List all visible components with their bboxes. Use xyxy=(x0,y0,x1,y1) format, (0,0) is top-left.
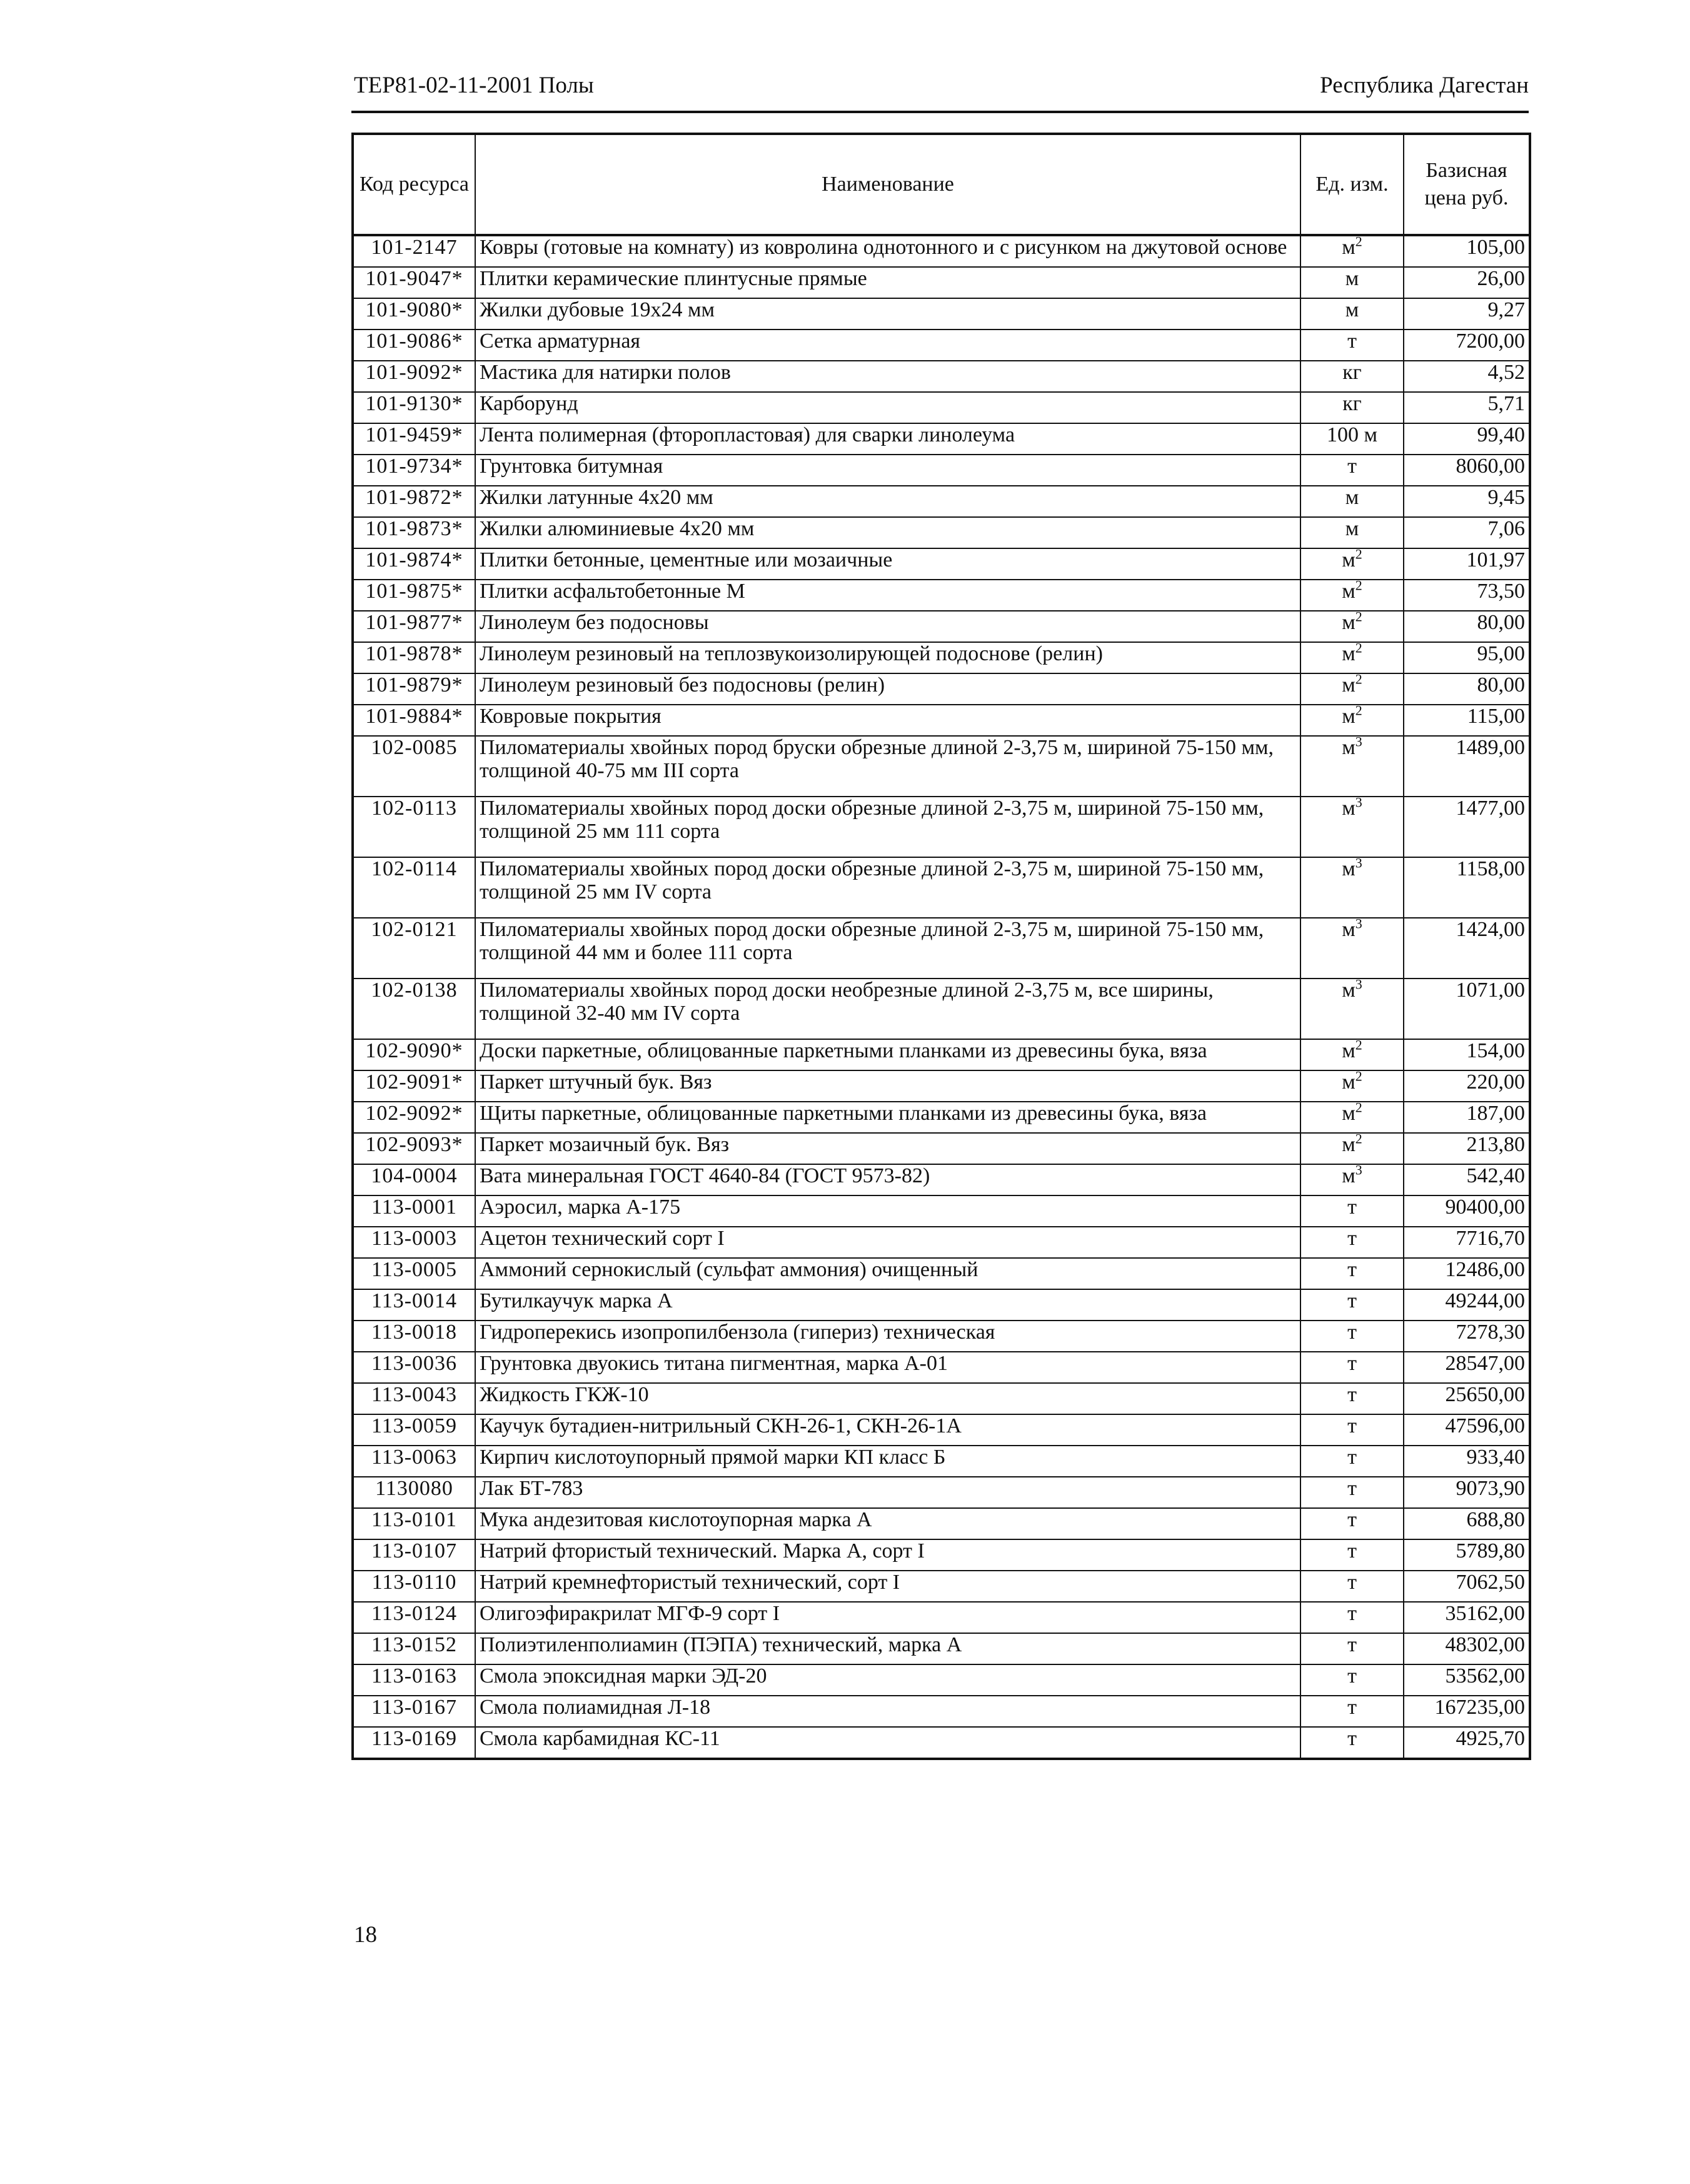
resource-name-cell: Линолеум резиновый на теплозвукоизолирующей подоснове (релин) xyxy=(475,642,1300,673)
base-price-cell: 4925,70 xyxy=(1404,1727,1530,1759)
resource-name-cell: Лента полимерная (фторопластовая) для сварки линолеума xyxy=(475,423,1300,455)
table-row xyxy=(353,642,1530,673)
unit-cell xyxy=(1300,548,1404,580)
unit-cell xyxy=(1300,705,1404,736)
unit-cell xyxy=(1300,857,1404,918)
column-header-name: Наименование xyxy=(475,134,1300,235)
unit-label: м xyxy=(1342,1164,1356,1187)
column-header-price: Базисная цена руб. xyxy=(1404,134,1530,235)
resource-code-cell: 101-9080* xyxy=(353,298,475,330)
resource-code-cell: 113-0005 xyxy=(353,1258,475,1289)
unit-label: м xyxy=(1342,705,1356,728)
resource-name-cell: Щиты паркетные, облицованные паркетными планками из древесины бука, вяза xyxy=(475,1102,1300,1133)
table-row xyxy=(353,1070,1530,1102)
resource-code-cell: 101-9879* xyxy=(353,673,475,705)
unit-exponent: 2 xyxy=(1355,642,1362,656)
unit-label: м xyxy=(1345,517,1359,540)
base-price-cell: 154,00 xyxy=(1404,1039,1530,1070)
unit-cell xyxy=(1300,517,1404,548)
resource-name-cell: Вата минеральная ГОСТ 4640-84 (ГОСТ 9573-82) xyxy=(475,1164,1300,1195)
unit-label: м xyxy=(1342,857,1356,880)
unit-cell xyxy=(1300,1102,1404,1133)
resource-name-cell: Жидкость ГКЖ-10 xyxy=(475,1383,1300,1414)
resource-code-cell: 113-0059 xyxy=(353,1414,475,1446)
resource-code-cell: 104-0004 xyxy=(353,1164,475,1195)
resource-price-table xyxy=(351,133,1531,1760)
resource-code-cell: 101-9459* xyxy=(353,423,475,455)
document-code: ТЕР81-02-11-2001 Полы xyxy=(354,73,594,98)
table-row xyxy=(353,1696,1530,1727)
table-row xyxy=(353,548,1530,580)
unit-label: т xyxy=(1347,1321,1357,1344)
unit-cell xyxy=(1300,486,1404,517)
resource-code-cell: 113-0167 xyxy=(353,1696,475,1727)
resource-code-cell: 113-0163 xyxy=(353,1664,475,1696)
resource-name-cell: Натрий фтористый технический. Марка А, сорт I xyxy=(475,1539,1300,1571)
unit-exponent: 2 xyxy=(1355,611,1362,625)
unit-label: т xyxy=(1347,1446,1357,1469)
resource-name-cell: Плитки керамические плинтусные прямые xyxy=(475,267,1300,298)
base-price-cell: 1158,00 xyxy=(1404,857,1530,918)
resource-name-cell: Ацетон технический сорт I xyxy=(475,1227,1300,1258)
resource-code-cell: 113-0018 xyxy=(353,1321,475,1352)
table-row xyxy=(353,857,1530,918)
resource-name-cell: Жилки алюминиевые 4x20 мм xyxy=(475,517,1300,548)
base-price-cell: 1071,00 xyxy=(1404,979,1530,1039)
table-row xyxy=(353,455,1530,486)
table-row xyxy=(353,611,1530,642)
unit-label: м xyxy=(1342,797,1356,820)
unit-cell xyxy=(1300,611,1404,642)
unit-label: 100 м xyxy=(1326,423,1377,446)
table-row xyxy=(353,1414,1530,1446)
base-price-cell: 7062,50 xyxy=(1404,1571,1530,1602)
unit-cell xyxy=(1300,1133,1404,1164)
table-row xyxy=(353,235,1530,267)
resource-name-cell: Доски паркетные, облицованные паркетными планками из древесины бука, вяза xyxy=(475,1039,1300,1070)
base-price-cell: 7200,00 xyxy=(1404,330,1530,361)
unit-cell xyxy=(1300,1602,1404,1633)
resource-code-cell: 113-0101 xyxy=(353,1508,475,1539)
base-price-cell: 213,80 xyxy=(1404,1133,1530,1164)
unit-label: м xyxy=(1342,1102,1356,1125)
base-price-cell: 7278,30 xyxy=(1404,1321,1530,1352)
table-row xyxy=(353,1289,1530,1321)
base-price-cell: 688,80 xyxy=(1404,1508,1530,1539)
base-price-cell: 933,40 xyxy=(1404,1446,1530,1477)
unit-cell xyxy=(1300,1539,1404,1571)
resource-name-cell: Грунтовка двуокись титана пигментная, марка А-01 xyxy=(475,1352,1300,1383)
table-row xyxy=(353,1571,1530,1602)
unit-label: т xyxy=(1347,1571,1357,1594)
unit-cell xyxy=(1300,580,1404,611)
unit-label: т xyxy=(1347,1477,1357,1500)
unit-label: т xyxy=(1347,455,1357,478)
resource-name-cell: Сетка арматурная xyxy=(475,330,1300,361)
resource-name-cell: Лак БТ-783 xyxy=(475,1477,1300,1508)
header-rule xyxy=(351,111,1529,113)
base-price-cell: 90400,00 xyxy=(1404,1195,1530,1227)
unit-label: т xyxy=(1347,1227,1357,1250)
resource-name-cell: Аэросил, марка А-175 xyxy=(475,1195,1300,1227)
unit-cell xyxy=(1300,1164,1404,1195)
table-row xyxy=(353,1321,1530,1352)
unit-exponent: 3 xyxy=(1355,1164,1362,1178)
unit-cell xyxy=(1300,1477,1404,1508)
base-price-cell: 167235,00 xyxy=(1404,1696,1530,1727)
resource-name-cell: Жилки латунные 4x20 мм xyxy=(475,486,1300,517)
unit-cell xyxy=(1300,642,1404,673)
unit-cell xyxy=(1300,298,1404,330)
resource-code-cell: 102-9090* xyxy=(353,1039,475,1070)
unit-cell xyxy=(1300,423,1404,455)
unit-label: т xyxy=(1347,1633,1357,1656)
unit-label: т xyxy=(1347,1539,1357,1563)
base-price-cell: 5789,80 xyxy=(1404,1539,1530,1571)
unit-label: м xyxy=(1345,267,1359,290)
column-header-code: Код ресурса xyxy=(353,134,475,235)
resource-code-cell: 113-0036 xyxy=(353,1352,475,1383)
unit-label: т xyxy=(1347,1383,1357,1406)
resource-code-cell: 102-0138 xyxy=(353,979,475,1039)
unit-cell xyxy=(1300,1508,1404,1539)
unit-exponent: 2 xyxy=(1355,1102,1362,1115)
resource-name-cell: Ковры (готовые на комнату) из ковролина однотонного и с рисунком на джутовой основе xyxy=(475,235,1300,267)
base-price-cell: 1424,00 xyxy=(1404,918,1530,979)
resource-name-cell: Мастика для натирки полов xyxy=(475,361,1300,392)
resource-name-cell: Олигоэфиракрилат МГФ-9 сорт I xyxy=(475,1602,1300,1633)
resource-name-cell: Смола полиамидная Л-18 xyxy=(475,1696,1300,1727)
base-price-cell: 99,40 xyxy=(1404,423,1530,455)
resource-name-cell: Плитки бетонные, цементные или мозаичные xyxy=(475,548,1300,580)
unit-exponent: 2 xyxy=(1355,1039,1362,1053)
resource-code-cell: 102-9093* xyxy=(353,1133,475,1164)
unit-exponent: 3 xyxy=(1355,857,1362,871)
resource-name-cell: Гидроперекись изопропилбензола (гипериз) техническая xyxy=(475,1321,1300,1352)
table-row xyxy=(353,705,1530,736)
unit-cell xyxy=(1300,1352,1404,1383)
unit-cell xyxy=(1300,797,1404,857)
base-price-cell: 187,00 xyxy=(1404,1102,1530,1133)
unit-label: т xyxy=(1347,1696,1357,1719)
base-price-cell: 53562,00 xyxy=(1404,1664,1530,1696)
base-price-cell: 220,00 xyxy=(1404,1070,1530,1102)
unit-cell xyxy=(1300,979,1404,1039)
unit-exponent: 2 xyxy=(1355,548,1362,562)
unit-cell xyxy=(1300,1696,1404,1727)
base-price-cell: 80,00 xyxy=(1404,673,1530,705)
unit-cell xyxy=(1300,1070,1404,1102)
table-row xyxy=(353,1633,1530,1664)
resource-code-cell: 1130080 xyxy=(353,1477,475,1508)
unit-label: м xyxy=(1342,1070,1356,1094)
resource-name-cell: Линолеум резиновый без подосновы (релин) xyxy=(475,673,1300,705)
table-row xyxy=(353,1727,1530,1759)
table-row xyxy=(353,1352,1530,1383)
resource-code-cell: 113-0169 xyxy=(353,1727,475,1759)
base-price-cell: 25650,00 xyxy=(1404,1383,1530,1414)
unit-cell xyxy=(1300,1383,1404,1414)
unit-label: м xyxy=(1342,1039,1356,1062)
resource-code-cell: 101-9877* xyxy=(353,611,475,642)
unit-label: м xyxy=(1342,236,1356,259)
resource-code-cell: 101-9047* xyxy=(353,267,475,298)
resource-code-cell: 113-0152 xyxy=(353,1633,475,1664)
resource-name-cell: Паркет мозаичный бук. Вяз xyxy=(475,1133,1300,1164)
resource-name-cell: Аммоний сернокислый (сульфат аммония) очищенный xyxy=(475,1258,1300,1289)
resource-code-cell: 102-0121 xyxy=(353,918,475,979)
resource-code-cell: 102-0085 xyxy=(353,736,475,797)
resource-name-cell: Плитки асфальтобетонные М xyxy=(475,580,1300,611)
resource-name-cell: Паркет штучный бук. Вяз xyxy=(475,1070,1300,1102)
table-row xyxy=(353,1102,1530,1133)
resource-code-cell: 113-0107 xyxy=(353,1539,475,1571)
resource-name-cell: Кирпич кислотоупорный прямой марки КП класс Б xyxy=(475,1446,1300,1477)
table-header-row xyxy=(353,134,1530,235)
table-row xyxy=(353,736,1530,797)
base-price-cell: 28547,00 xyxy=(1404,1352,1530,1383)
unit-cell xyxy=(1300,1039,1404,1070)
unit-exponent: 2 xyxy=(1355,1133,1362,1147)
resource-name-cell: Пиломатериалы хвойных пород бруски обрезные длиной 2-3,75 м, шириной 75-150 мм, толщиной 40-75 мм III сорта xyxy=(475,736,1300,797)
unit-exponent: 3 xyxy=(1355,918,1362,932)
table-row xyxy=(353,1539,1530,1571)
unit-cell xyxy=(1300,1227,1404,1258)
table-row xyxy=(353,1602,1530,1633)
unit-cell xyxy=(1300,1633,1404,1664)
base-price-cell: 48302,00 xyxy=(1404,1633,1530,1664)
unit-cell xyxy=(1300,1727,1404,1759)
unit-label: т xyxy=(1347,1414,1357,1437)
resource-code-cell: 101-9884* xyxy=(353,705,475,736)
base-price-cell: 5,71 xyxy=(1404,392,1530,423)
unit-label: м xyxy=(1342,673,1356,697)
resource-code-cell: 101-9872* xyxy=(353,486,475,517)
unit-label: т xyxy=(1347,1727,1357,1750)
unit-exponent: 2 xyxy=(1355,580,1362,593)
table-row xyxy=(353,1383,1530,1414)
unit-label: кг xyxy=(1342,392,1362,415)
resource-code-cell: 102-0114 xyxy=(353,857,475,918)
unit-cell xyxy=(1300,1664,1404,1696)
unit-label: т xyxy=(1347,1289,1357,1312)
unit-exponent: 3 xyxy=(1355,736,1362,750)
unit-cell xyxy=(1300,736,1404,797)
unit-label: м xyxy=(1342,736,1356,759)
resource-code-cell: 101-2147 xyxy=(353,235,475,267)
region-name: Республика Дагестан xyxy=(1320,73,1529,98)
base-price-cell: 35162,00 xyxy=(1404,1602,1530,1633)
unit-cell xyxy=(1300,1414,1404,1446)
unit-cell xyxy=(1300,1195,1404,1227)
base-price-cell: 80,00 xyxy=(1404,611,1530,642)
table-row xyxy=(353,392,1530,423)
table-row xyxy=(353,517,1530,548)
base-price-cell: 1477,00 xyxy=(1404,797,1530,857)
base-price-cell: 9,27 xyxy=(1404,298,1530,330)
table-row xyxy=(353,330,1530,361)
unit-exponent: 2 xyxy=(1355,673,1362,687)
base-price-cell: 73,50 xyxy=(1404,580,1530,611)
resource-code-cell: 113-0124 xyxy=(353,1602,475,1633)
base-price-cell: 26,00 xyxy=(1404,267,1530,298)
table-row xyxy=(353,361,1530,392)
unit-label: м xyxy=(1342,548,1356,571)
unit-label: м xyxy=(1342,611,1356,634)
resource-code-cell: 113-0043 xyxy=(353,1383,475,1414)
resource-code-cell: 113-0001 xyxy=(353,1195,475,1227)
resource-code-cell: 113-0063 xyxy=(353,1446,475,1477)
base-price-cell: 7,06 xyxy=(1404,517,1530,548)
unit-cell xyxy=(1300,1446,1404,1477)
base-price-cell: 542,40 xyxy=(1404,1164,1530,1195)
unit-exponent: 2 xyxy=(1355,1070,1362,1084)
table-row xyxy=(353,673,1530,705)
resource-code-cell: 101-9092* xyxy=(353,361,475,392)
resource-name-cell: Карборунд xyxy=(475,392,1300,423)
unit-cell xyxy=(1300,392,1404,423)
base-price-cell: 7716,70 xyxy=(1404,1227,1530,1258)
table-row xyxy=(353,1446,1530,1477)
unit-label: т xyxy=(1347,1352,1357,1375)
unit-label: м xyxy=(1342,642,1356,665)
resource-name-cell: Ковровые покрытия xyxy=(475,705,1300,736)
table-row xyxy=(353,797,1530,857)
column-header-unit: Ед. изм. xyxy=(1300,134,1404,235)
resource-name-cell: Натрий кремнефтористый технический, сорт I xyxy=(475,1571,1300,1602)
resource-name-cell: Линолеум без подосновы xyxy=(475,611,1300,642)
base-price-cell: 8060,00 xyxy=(1404,455,1530,486)
unit-label: м xyxy=(1342,1133,1356,1156)
resource-code-cell: 113-0003 xyxy=(353,1227,475,1258)
table-row xyxy=(353,486,1530,517)
table-row xyxy=(353,1258,1530,1289)
resource-code-cell: 101-9130* xyxy=(353,392,475,423)
unit-exponent: 3 xyxy=(1355,979,1362,992)
unit-label: кг xyxy=(1342,361,1362,384)
unit-cell xyxy=(1300,330,1404,361)
base-price-cell: 47596,00 xyxy=(1404,1414,1530,1446)
resource-code-cell: 113-0110 xyxy=(353,1571,475,1602)
base-price-cell: 101,97 xyxy=(1404,548,1530,580)
resource-code-cell: 101-9875* xyxy=(353,580,475,611)
resource-name-cell: Грунтовка битумная xyxy=(475,455,1300,486)
resource-code-cell: 102-0113 xyxy=(353,797,475,857)
unit-label: м xyxy=(1342,979,1356,1002)
table-row xyxy=(353,979,1530,1039)
unit-label: т xyxy=(1347,1258,1357,1281)
resource-name-cell: Каучук бутадиен-нитрильный СКН-26-1, СКН-26-1А xyxy=(475,1414,1300,1446)
base-price-cell: 1489,00 xyxy=(1404,736,1530,797)
resource-name-cell: Смола эпоксидная марки ЭД-20 xyxy=(475,1664,1300,1696)
unit-cell xyxy=(1300,1258,1404,1289)
unit-label: т xyxy=(1347,330,1357,353)
table-row xyxy=(353,267,1530,298)
unit-cell xyxy=(1300,1571,1404,1602)
table-row xyxy=(353,1164,1530,1195)
resource-name-cell: Жилки дубовые 19x24 мм xyxy=(475,298,1300,330)
base-price-cell: 105,00 xyxy=(1404,235,1530,267)
unit-cell xyxy=(1300,267,1404,298)
table-row xyxy=(353,580,1530,611)
base-price-cell: 95,00 xyxy=(1404,642,1530,673)
table-row xyxy=(353,918,1530,979)
unit-exponent: 3 xyxy=(1355,797,1362,810)
resource-code-cell: 101-9873* xyxy=(353,517,475,548)
unit-exponent: 2 xyxy=(1355,705,1362,718)
resource-code-cell: 101-9086* xyxy=(353,330,475,361)
base-price-cell: 115,00 xyxy=(1404,705,1530,736)
unit-cell xyxy=(1300,673,1404,705)
resource-name-cell: Пиломатериалы хвойных пород доски обрезные длиной 2-3,75 м, шириной 75-150 мм, толщиной 25 мм 111 сорта xyxy=(475,797,1300,857)
table-row xyxy=(353,1133,1530,1164)
table-row xyxy=(353,1477,1530,1508)
base-price-cell: 49244,00 xyxy=(1404,1289,1530,1321)
resource-name-cell: Пиломатериалы хвойных пород доски обрезные длиной 2-3,75 м, шириной 75-150 мм, толщиной 44 мм и более 111 сорта xyxy=(475,918,1300,979)
base-price-cell: 9,45 xyxy=(1404,486,1530,517)
unit-label: м xyxy=(1345,298,1359,321)
resource-code-cell: 102-9092* xyxy=(353,1102,475,1133)
unit-label: т xyxy=(1347,1508,1357,1531)
unit-exponent: 2 xyxy=(1355,235,1362,249)
base-price-cell: 9073,90 xyxy=(1404,1477,1530,1508)
resource-name-cell: Бутилкаучук марка А xyxy=(475,1289,1300,1321)
table-row xyxy=(353,1227,1530,1258)
unit-label: т xyxy=(1347,1195,1357,1219)
unit-label: т xyxy=(1347,1664,1357,1688)
resource-code-cell: 101-9734* xyxy=(353,455,475,486)
table-row xyxy=(353,298,1530,330)
table-row xyxy=(353,1664,1530,1696)
table-row xyxy=(353,1195,1530,1227)
resource-name-cell: Смола карбамидная КС-11 xyxy=(475,1727,1300,1759)
resource-code-cell: 101-9878* xyxy=(353,642,475,673)
unit-cell xyxy=(1300,1321,1404,1352)
unit-label: м xyxy=(1345,486,1359,509)
unit-label: м xyxy=(1342,918,1356,941)
resource-name-cell: Полиэтиленполиамин (ПЭПА) технический, марка А xyxy=(475,1633,1300,1664)
resource-name-cell: Пиломатериалы хвойных пород доски обрезные длиной 2-3,75 м, шириной 75-150 мм, толщиной 25 мм IV сорта xyxy=(475,857,1300,918)
resource-code-cell: 101-9874* xyxy=(353,548,475,580)
table-row xyxy=(353,1508,1530,1539)
table-row xyxy=(353,1039,1530,1070)
table-body xyxy=(353,235,1530,1759)
unit-cell xyxy=(1300,918,1404,979)
base-price-cell: 4,52 xyxy=(1404,361,1530,392)
unit-label: м xyxy=(1342,580,1356,603)
resource-name-cell: Мука андезитовая кислотоупорная марка А xyxy=(475,1508,1300,1539)
unit-cell xyxy=(1300,1289,1404,1321)
page-number: 18 xyxy=(354,1922,377,1948)
unit-cell xyxy=(1300,455,1404,486)
resource-code-cell: 102-9091* xyxy=(353,1070,475,1102)
unit-label: т xyxy=(1347,1602,1357,1625)
unit-cell xyxy=(1300,235,1404,267)
table-row xyxy=(353,423,1530,455)
base-price-cell: 12486,00 xyxy=(1404,1258,1530,1289)
resource-code-cell: 113-0014 xyxy=(353,1289,475,1321)
resource-name-cell: Пиломатериалы хвойных пород доски необрезные длиной 2-3,75 м, все ширины, толщиной 32-40 мм IV сорта xyxy=(475,979,1300,1039)
unit-cell xyxy=(1300,361,1404,392)
